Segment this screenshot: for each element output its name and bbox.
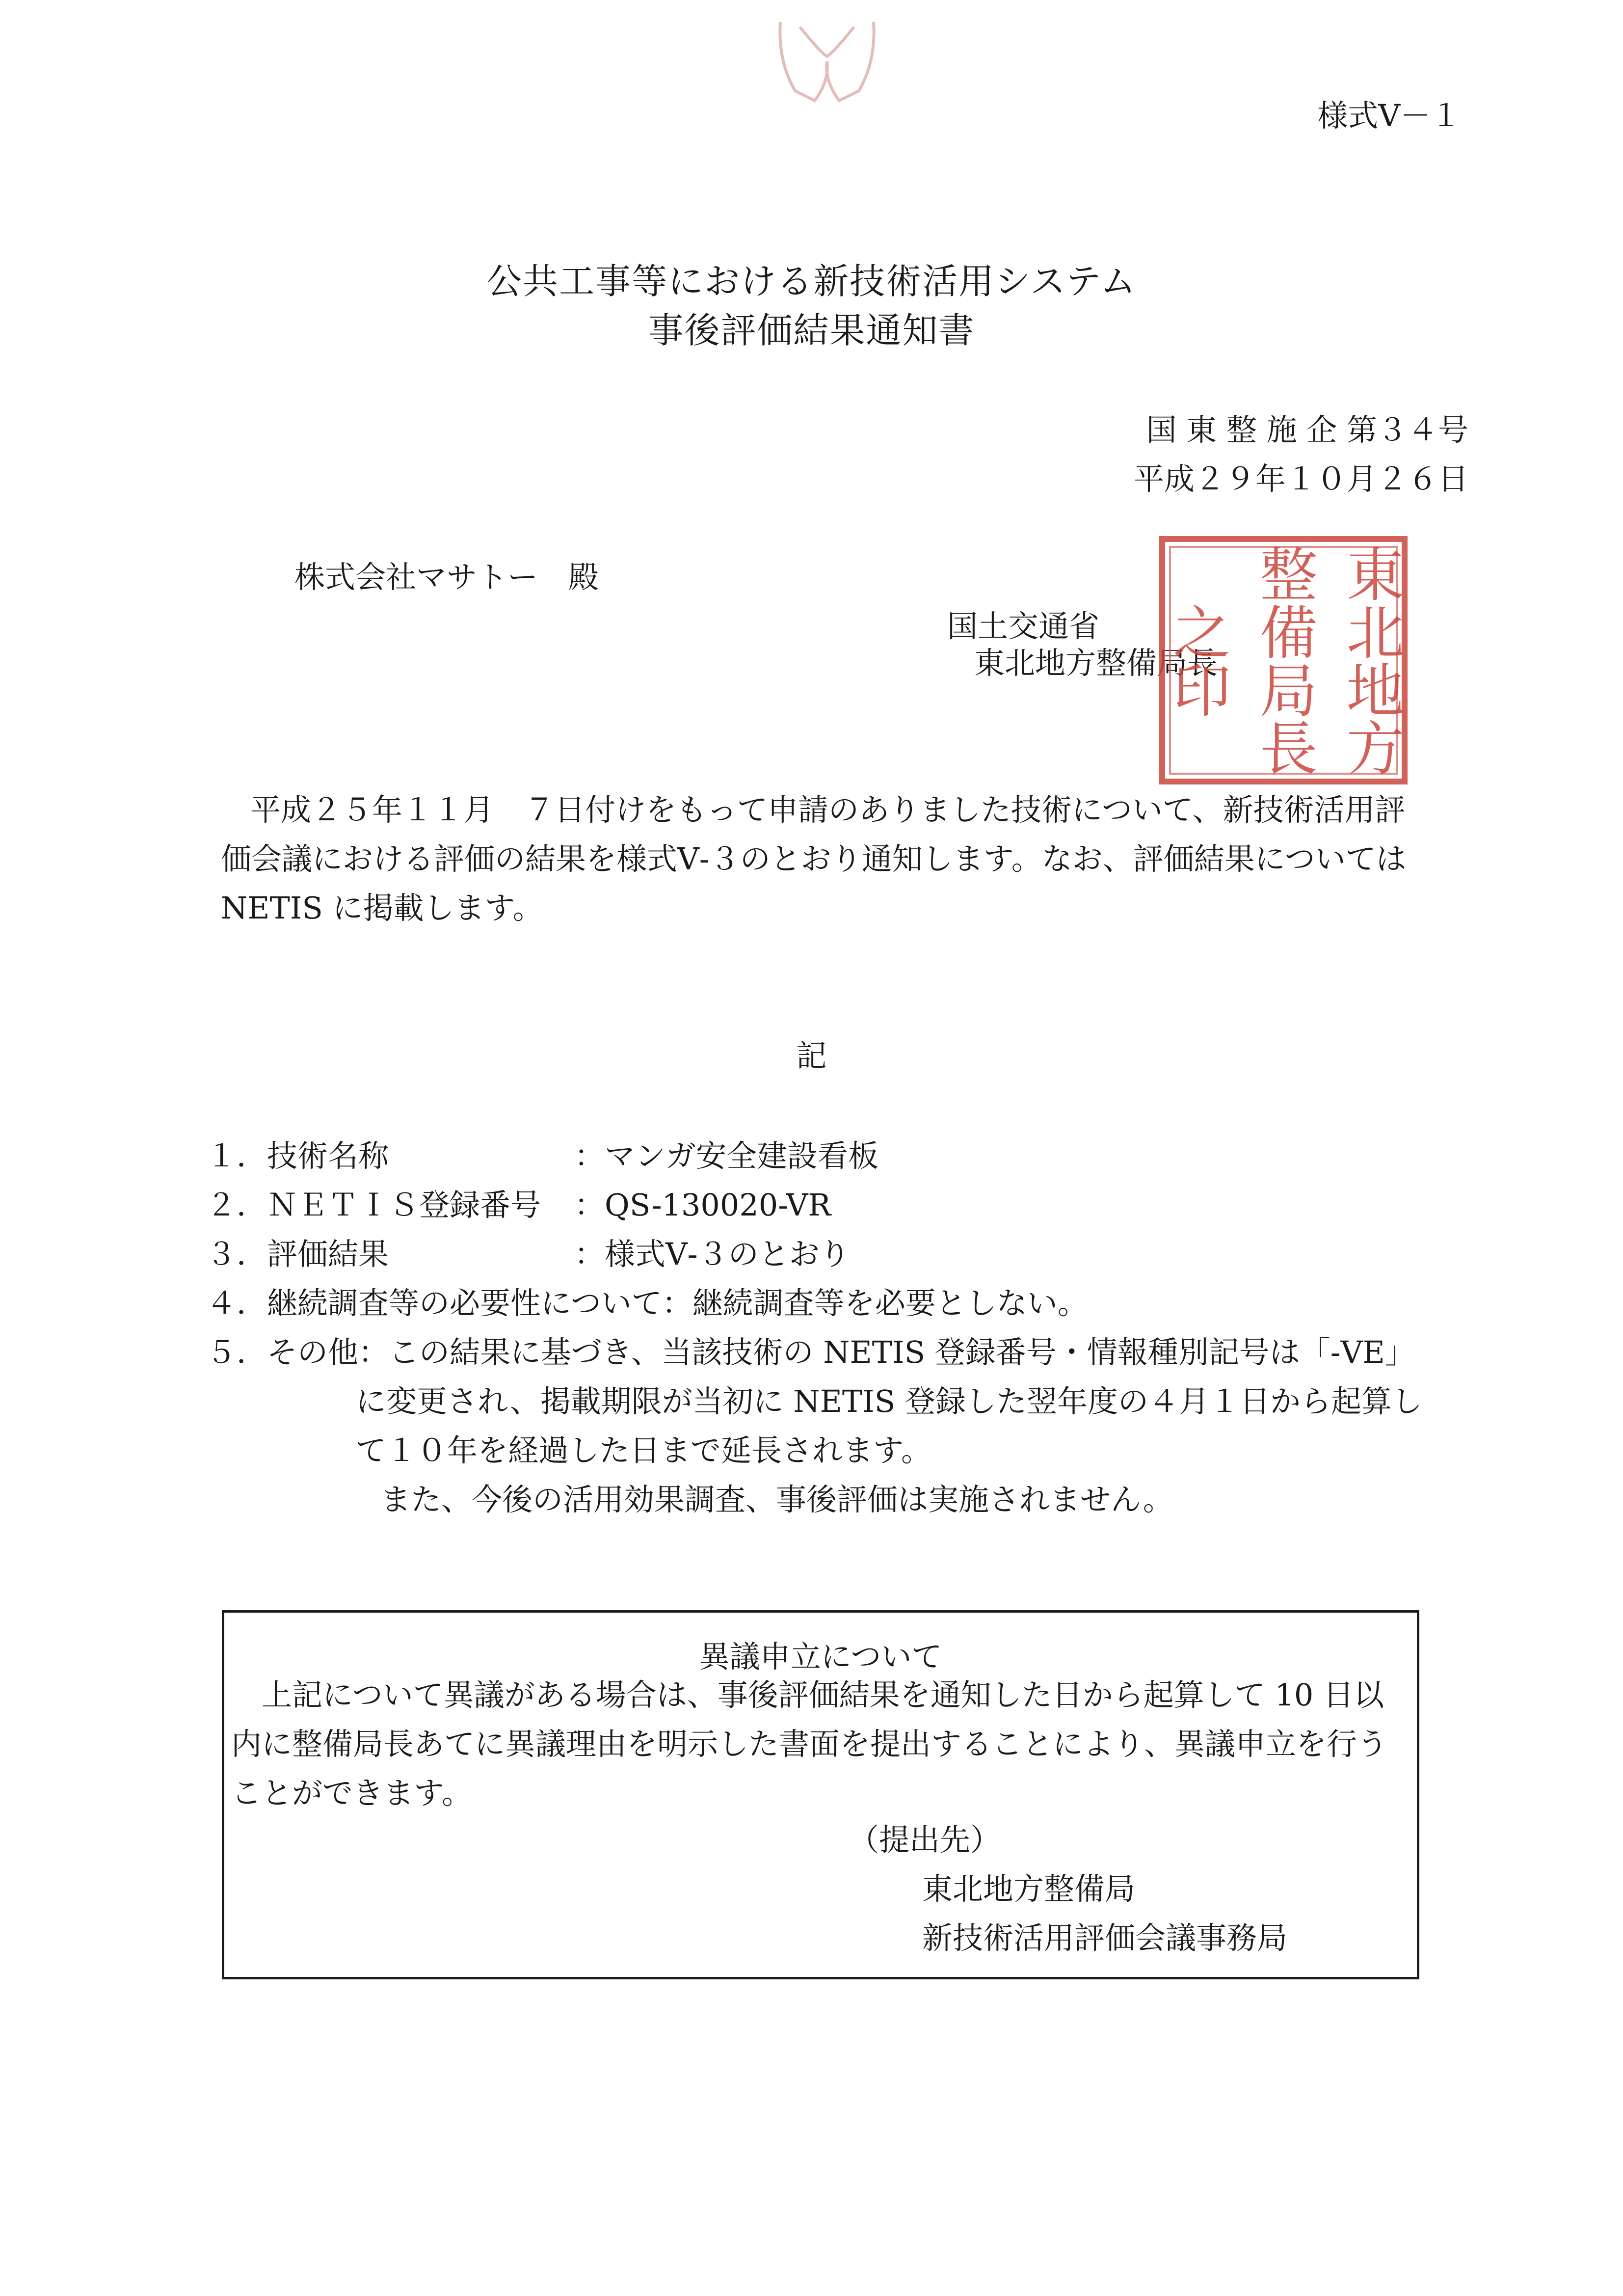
objection-text: 上記について異議がある場合は、事後評価結果を通知した日から起算して 10 日以内に整備局長あてに異議理由を明示した書面を提出することにより、異議申立を行うことができます。 [231,1677,1388,1811]
recipient: 株式会社マサトー 殿 [294,559,599,595]
title-line-1: 公共工事等における新技術活用システム [486,261,1137,302]
body-line-2: 価会議における評価の結果を様式Ⅴ-３のとおり通知します。なお、評価結果については [221,841,1407,877]
item-label: １．技術名称 [206,1138,389,1174]
item-value: ：マンガ安全建設看板 [574,1138,879,1174]
list-item-5-line-3: て１０年を経過した日まで延長されます。 [356,1432,932,1468]
item-value: ：QS-130020-VR [574,1187,831,1223]
title-line-2: 事後評価結果通知書 [648,310,975,351]
document-date: 平成２９年１０月２６日 [1133,461,1468,497]
document-number: 国 東 整 施 企 第３４号 [1146,412,1468,448]
sender-ministry: 国土交通省 [947,608,1100,644]
list-item-5-line-1: ５．その他：この結果に基づき、当該技術の NETIS 登録番号・情報種別記号は「-VE」 [206,1334,1415,1370]
item-label: ３．評価結果 [206,1236,389,1272]
item-list [206,1132,1422,1524]
list-item-5-line-2: に変更され、掲載期限が当初に NETIS 登録した翌年度の４月１日から起算し [356,1383,1422,1419]
list-item [206,1181,1422,1230]
list-item [206,1132,1422,1181]
body-line-1: 平成２５年１１月 ７日付けをもって申請のありました技術について、新技術活用評 [250,792,1406,828]
objection-heading: 異議申立について [699,1639,942,1675]
seal-column-1: 東北地方 [1336,544,1405,776]
submit-secretariat: 新技術活用評価会議事務局 [922,1920,1288,1956]
item-label: ２．ＮＥＴＩＳ登録番号 [206,1187,541,1223]
received-stamp-mark [766,7,888,106]
sender-title: 東北地方整備局長 [974,645,1218,681]
official-seal [1153,530,1413,790]
seal-column-3: 之印 [1163,602,1231,718]
item-value: ：様式Ⅴ-３のとおり [574,1236,850,1272]
objection-box [222,1610,1419,1979]
list-item [206,1230,1422,1279]
objection-body [231,1671,1414,1818]
form-number: 様式Ⅴ－１ [1317,98,1461,134]
submit-label: （提出先） [849,1822,1001,1858]
body-paragraph [221,785,1407,933]
list-item-4: ４．継続調査等の必要性について：継続調査等を必要としない。 [206,1285,1088,1321]
list-item-5-line-4: また、今後の活用効果調査、事後評価は実施されません。 [380,1482,1173,1517]
ki-heading: 記 [796,1038,827,1074]
body-line-3: NETIS に掲載します。 [221,890,543,926]
seal-column-2: 整備局長 [1250,544,1318,776]
submit-office: 東北地方整備局 [922,1871,1136,1907]
